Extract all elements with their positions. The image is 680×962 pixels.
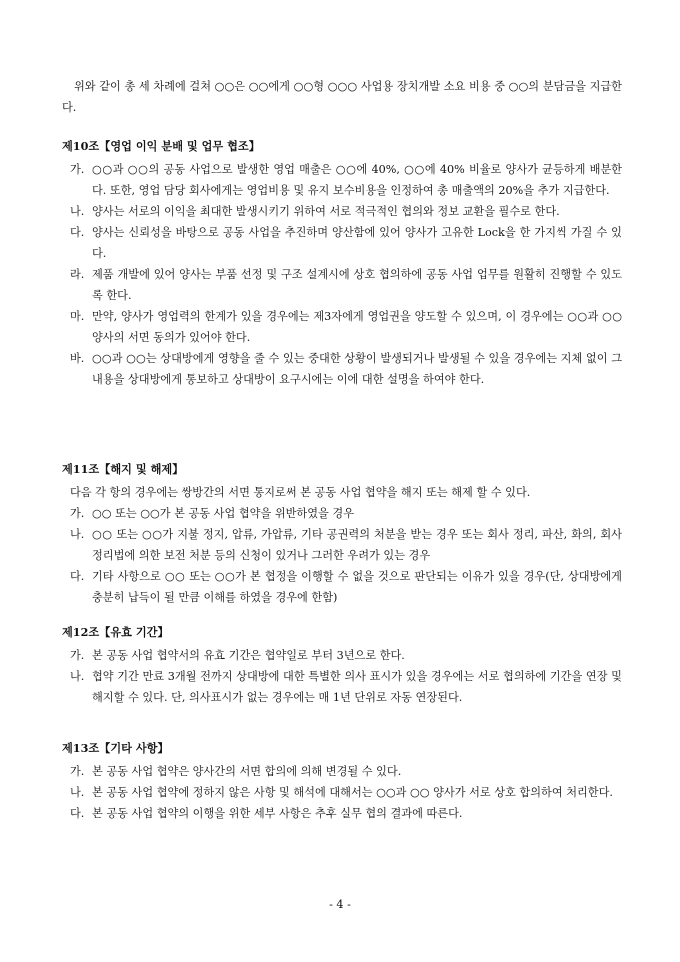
- list-item: [62, 201, 622, 222]
- item-text: 만약, 양사가 영업력의 한계가 있을 경우에는 제3자에게 영업권을 양도할 수 있으며, 이 경우에는 ○○과 ○○ 양사의 서면 동의가 있어야 한다.: [92, 310, 622, 344]
- article-heading: 제10조【영업 이익 분배 및 업무 협조】: [62, 139, 260, 153]
- item-marker: 가.: [70, 163, 85, 176]
- article-12: [62, 622, 622, 708]
- item-text: 양사는 서로의 이익을 최대한 발생시키기 위하여 서로 적극적인 협의와 정보 교환을 필수로 한다.: [92, 205, 560, 218]
- item-marker: 나.: [70, 528, 85, 541]
- list-item: [62, 782, 622, 803]
- item-marker: 가.: [70, 649, 85, 662]
- item-text: ○○ 또는 ○○가 지불 정지, 압류, 가압류, 기타 공권력의 처분을 받는 경우 또는 회사 정리, 파산, 화의, 회사 정리법에 의한 보전 처분 등의 신청이 있거나 그러한 우려가 있는 경우: [92, 528, 622, 562]
- item-marker: 가.: [70, 765, 85, 778]
- article-lead-text: 다음 각 항의 경우에는 쌍방간의 서면 통지로써 본 공동 사업 협약을 해지 또는 해제 할 수 있다.: [70, 486, 531, 499]
- list-item: [62, 264, 622, 306]
- list-item: [62, 645, 622, 666]
- item-marker: 다.: [70, 807, 85, 820]
- article-heading: 제11조【해지 및 해제】: [62, 462, 184, 476]
- item-text: 제품 개발에 있어 양사는 부품 선정 및 구조 설계시에 상호 협의하에 공동 사업 업무를 원활히 진행할 수 있도록 한다.: [92, 268, 622, 302]
- page-number: - 4 -: [329, 898, 351, 911]
- article-13: [62, 738, 622, 824]
- intro-paragraph: 위와 같이 총 세 차례에 걸쳐 ○○은 ○○에게 ○○형 ○○○ 사업용 장치개발 소요 비용 중 ○○의 분담금을 지급한다.: [62, 80, 622, 114]
- list-item: [62, 566, 622, 608]
- item-marker: 나.: [70, 786, 85, 799]
- item-text: ○○ 또는 ○○가 본 공동 사업 협약을 위반하였을 경우: [92, 507, 355, 520]
- item-text: 본 공동 사업 협약에 정하지 않은 사항 및 해석에 대해서는 ○○과 ○○ 양사가 서로 상호 합의하여 처리한다.: [92, 786, 613, 799]
- list-item: [62, 761, 622, 782]
- item-text: 본 공동 사업 협약서의 유효 기간은 협약일로 부터 3년으로 한다.: [92, 649, 405, 662]
- item-marker: 바.: [70, 352, 85, 365]
- item-text: 양사는 신뢰성을 바탕으로 공동 사업을 추진하며 양산함에 있어 양사가 고유한 Lock을 한 가지씩 가질 수 있다.: [92, 226, 622, 260]
- list-item: [62, 666, 622, 708]
- list-item: [62, 803, 622, 824]
- article-heading: 제13조【기타 사항】: [62, 741, 169, 755]
- item-text: 본 공동 사업 협약의 이행을 위한 세부 사항은 추후 실무 협의 결과에 따른다.: [92, 807, 463, 820]
- item-marker: 마.: [70, 310, 85, 323]
- item-text: ○○과 ○○의 공동 사업으로 발생한 영업 매출은 ○○에 40%, ○○에 40% 비율로 양사가 균등하게 배분한다. 또한, 영업 담당 회사에게는 영업비용 및 유지 보수비용을 인정하여 총 매출액의 20%을 추가 지급한다.: [92, 163, 622, 197]
- item-marker: 다.: [70, 226, 85, 239]
- list-item: [62, 306, 622, 348]
- item-text: 기타 사항으로 ○○ 또는 ○○가 본 협정을 이행할 수 없을 것으로 판단되는 이유가 있을 경우(단, 상대방에게 충분히 납득이 될 만큼 이해를 하였을 경우에 한함): [92, 570, 622, 604]
- list-item: [62, 222, 622, 264]
- list-item: [62, 348, 622, 390]
- list-item: [62, 159, 622, 201]
- item-marker: 나.: [70, 670, 85, 683]
- article-11: [62, 459, 622, 608]
- item-marker: 나.: [70, 205, 85, 218]
- list-item: [62, 524, 622, 566]
- article-heading: 제12조【유효 기간】: [62, 625, 169, 639]
- article-10: [62, 136, 622, 390]
- item-marker: 다.: [70, 570, 85, 583]
- item-marker: 라.: [70, 268, 85, 281]
- list-item: [62, 503, 622, 524]
- item-text: ○○과 ○○는 상대방에게 영향을 줄 수 있는 중대한 상황이 발생되거나 발생될 수 있을 경우에는 지체 없이 그 내용을 상대방에게 통보하고 상대방이 요구시에는 이에 대한 설명을 하여야 한다.: [92, 352, 622, 386]
- item-text: 협약 기간 만료 3개월 전까지 상대방에 대한 특별한 의사 표시가 있을 경우에는 서로 협의하에 기간을 연장 및 해지할 수 있다. 단, 의사표시가 없는 경우에는 매 1년 단위로 자동 연장된다.: [92, 670, 622, 704]
- item-marker: 가.: [70, 507, 85, 520]
- item-text: 본 공동 사업 협약은 양사간의 서면 합의에 의해 변경될 수 있다.: [92, 765, 402, 778]
